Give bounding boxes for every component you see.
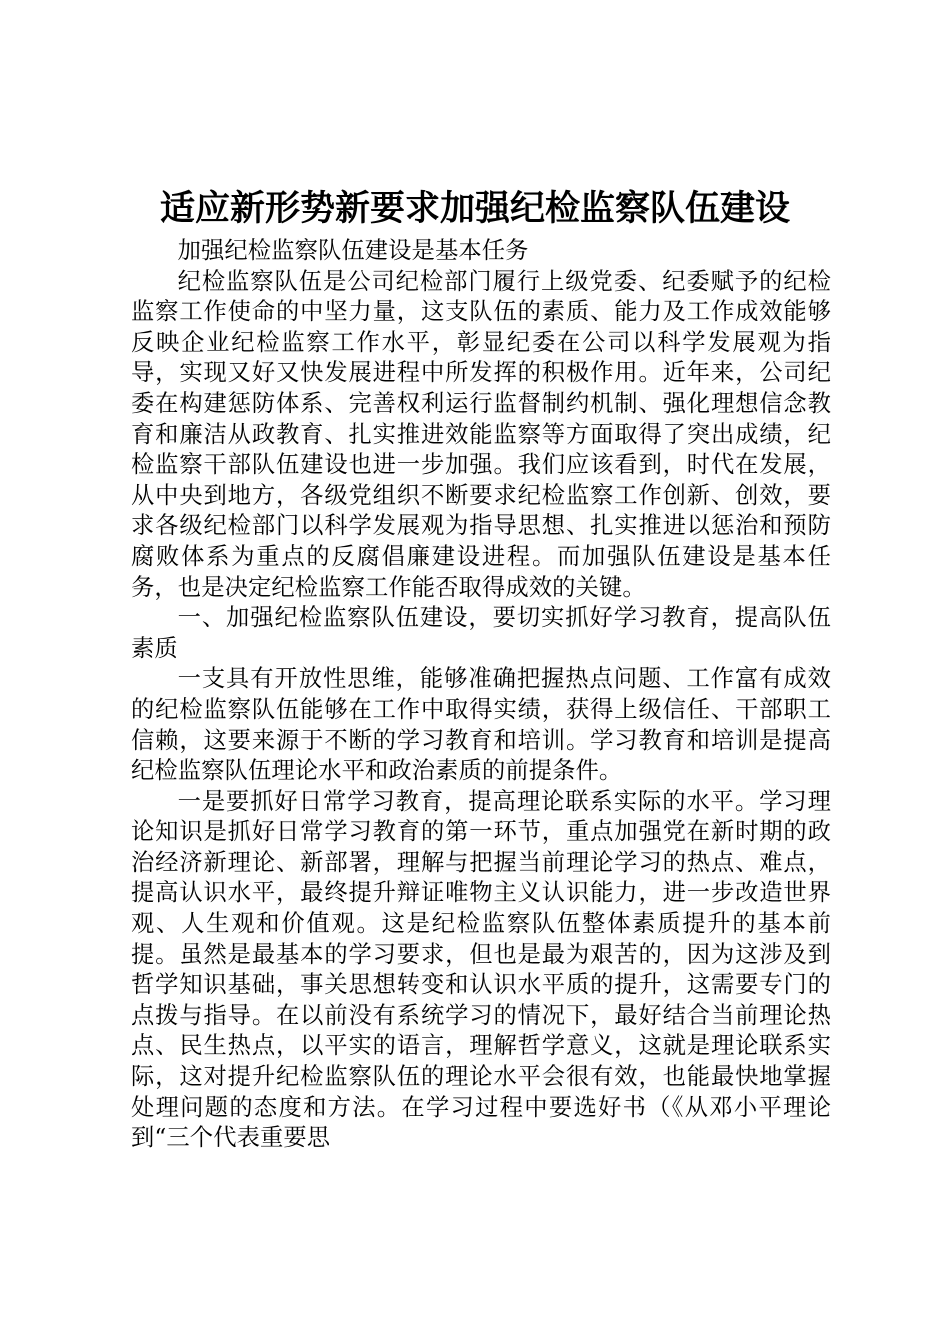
paragraph: 一是要抓好日常学习教育，提高理论联系实际的水平。学习理论知识是抓好日常学习教育的第一环节，重点加强党在新时期的政治经济新理论、新部署，理解与把握当前理论学习的热点、难点，提高认识水平，最终提升辩证唯物主义认识能力，进一步改造世界观、人生观和价值观。这是纪检监察队伍整体素质提升的基本前提。虽然是最基本的学习要求，但也是最为艰苦的，因为这涉及到哲学知识基础，事关思想转变和认识水平质的提升，这需要专门的点拨与指导。在以前没有系统学习的情况下，最好结合当前理论热点、民生热点，以平实的语言，理解哲学意义，这就是理论联系实际，这对提升纪检监察队伍的理论水平会很有效，也能最快地掌握处理问题的态度和方法。在学习过程中要选好书（《从邓小平理论到“三个代表重要思 xyxy=(131,787,831,1152)
document-title: 适应新形势新要求加强纪检监察队伍建设 xyxy=(159,188,790,229)
paragraph-subtitle: 加强纪检监察队伍建设是基本任务 xyxy=(177,237,529,264)
document-body xyxy=(131,236,831,1154)
section-heading: 一、加强纪检监察队伍建设，要切实抓好学习教育，提高队伍素质 xyxy=(131,604,831,662)
paragraph: 一支具有开放性思维，能够准确把握热点问题、工作富有成效的纪检监察队伍能够在工作中取得实绩，获得上级信任、干部职工信赖，这要来源于不断的学习教育和培训。学习教育和培训是提高纪检监察队伍理论水平和政治素质的前提条件。 xyxy=(131,665,831,785)
paragraph: 纪检监察队伍是公司纪检部门履行上级党委、纪委赋予的纪检监察工作使命的中坚力量，这支队伍的素质、能力及工作成效能够反映企业纪检监察工作水平，彰显纪委在公司以科学发展观为指导，实现又好又快发展进程中所发挥的积极作用。近年来，公司纪委在构建惩防体系、完善权利运行监督制约机制、强化理想信念教育和廉洁从政教育、扎实推进效能监察等方面取得了突出成绩，纪检监察干部队伍建设也进一步加强。我们应该看到，时代在发展，从中央到地方，各级党组织不断要求纪检监察工作创新、创效，要求各级纪检部门以科学发展观为指导思想、扎实推进以惩治和预防腐败体系为重点的反腐倡廉建设进程。而加强队伍建设是基本任务，也是决定纪检监察工作能否取得成效的关键。 xyxy=(131,267,831,601)
